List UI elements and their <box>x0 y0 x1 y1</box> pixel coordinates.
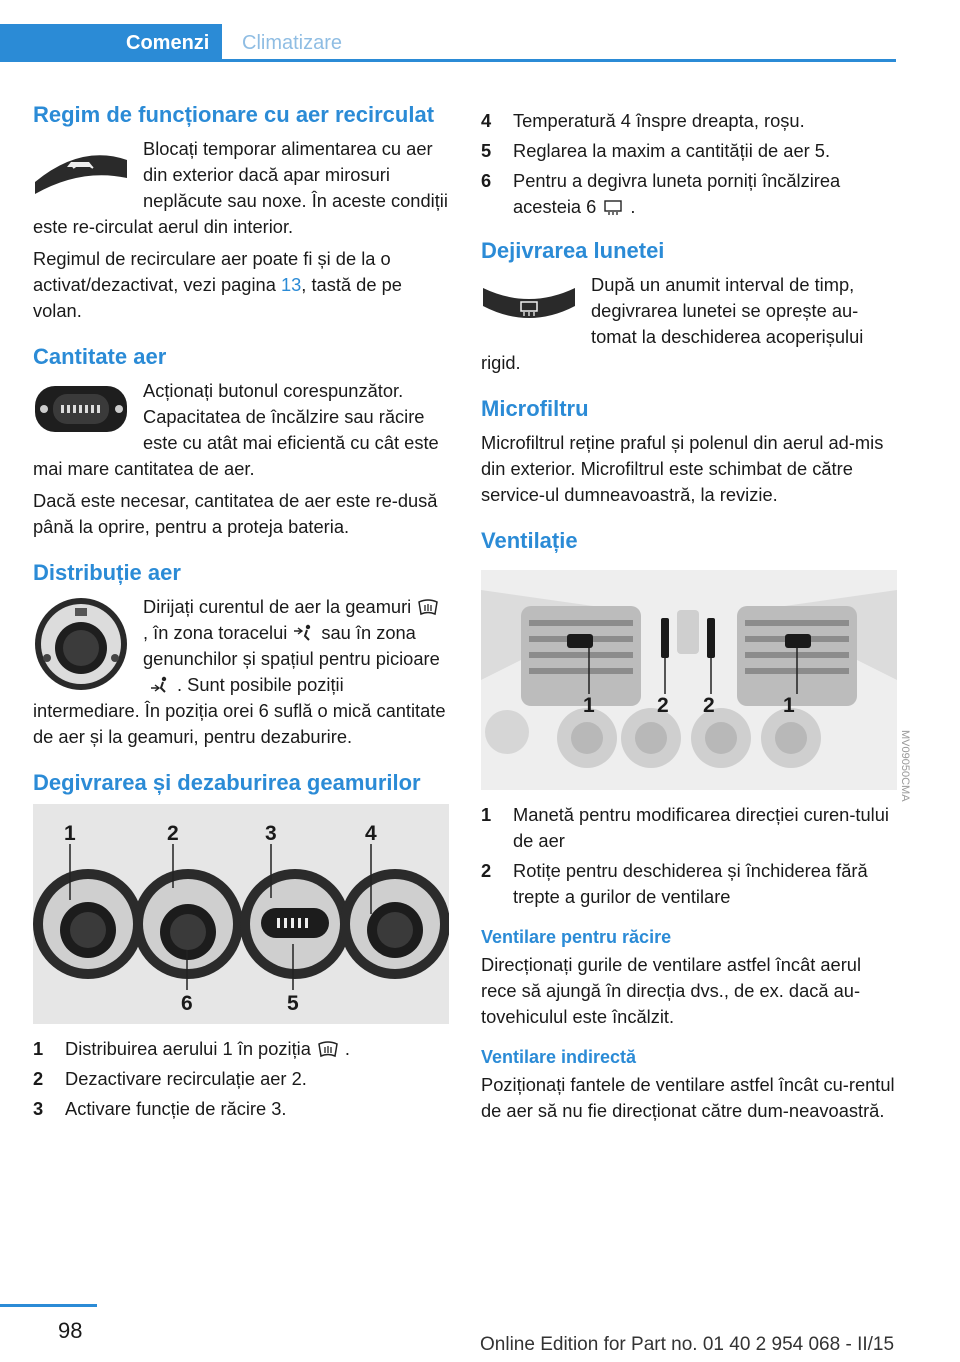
footer-divider <box>0 1304 97 1307</box>
air-quantity-title: Cantitate aer <box>33 344 167 369</box>
air-quantity-knob-icon <box>33 380 129 438</box>
section-ventilation <box>481 526 897 1124</box>
indirect-ventilation-title: Ventilare indirectă <box>481 1047 637 1067</box>
list-item: 1 Manetă pentru modificarea direcției curen-tului de aer <box>481 804 889 851</box>
callout-6: 6 <box>181 992 193 1015</box>
list-item: 2 Rotițe pentru deschiderea și închiderea fără trepte a gurilor de ventilare <box>481 860 868 907</box>
vent-figure <box>481 570 897 790</box>
callout-2: 2 <box>703 694 715 717</box>
recirculation-text-1: Blocați temporar alimentarea cu aer din exterior dacă apar mirosuri neplăcute sau noxe. În aceste condiții este re-circulat aerul din interior. <box>33 138 448 237</box>
section-defrost <box>33 768 449 1122</box>
microfilter-title: Microfiltru <box>481 396 589 421</box>
list-item: 1 Distribuirea aerului 1 în poziția . <box>33 1038 350 1059</box>
page-number: 98 <box>58 1318 83 1343</box>
microfilter-text: Microfiltrul reține praful și polenul din aerul ad-mis din exterior. Microfiltrul este schimbat de către service-ul dumneavoastră, la revizie. <box>481 432 884 505</box>
rear-defrost-title: Dejivrarea lunetei <box>481 238 665 263</box>
rear-window-heating-icon <box>602 198 624 216</box>
figure-callouts <box>33 804 449 1024</box>
callout-1: 1 <box>64 822 76 845</box>
section-recirculation <box>33 100 449 324</box>
vent-list <box>481 802 897 910</box>
rear-defrost-text: După un anumit interval de timp, degivrarea lunetei se oprește au-tomat la deschiderea acoperișului rigid. <box>481 274 864 373</box>
windscreen-defrost-icon <box>317 1040 339 1058</box>
footer-edition: Online Edition for Part no. 01 40 2 954 068 - II/15 <box>480 1334 895 1355</box>
recirculation-title: Regim de funcționare cu aer recirculat <box>33 102 435 127</box>
callout-1: 1 <box>583 694 595 717</box>
recirculation-button-icon <box>33 138 129 196</box>
chest-airflow-icon <box>293 624 315 642</box>
air-distribution-knob-icon <box>33 596 129 692</box>
callout-1: 1 <box>783 694 795 717</box>
section-microfilter <box>481 394 897 508</box>
cooling-ventilation-title: Ventilare pentru răcire <box>481 927 672 947</box>
vent-callouts <box>481 570 897 790</box>
air-quantity-text-1: Acționați butonul corespunzător. Capacitatea de încălzire sau răcire este cu atât mai eficientă cu cât este mai mare cantitatea de aer. <box>33 380 439 479</box>
page-link-13[interactable]: 13 <box>280 274 302 295</box>
callout-3: 3 <box>265 822 277 845</box>
air-distribution-text: Dirijați curentul de aer la geamuri, în zona toracelui sau în zona genunchilor și spațiul pentru picioare. Sunt posibile poziții intermediare. În poziția orei 6 suflă o mică cantitate de aer și la geamuri, pentru dezaburire. <box>33 596 446 747</box>
air-distribution-title: Distribuție aer <box>33 560 181 585</box>
list-item: 4 Temperatură 4 înspre dreapta, roșu. <box>481 110 805 131</box>
list-item: 2 Dezactivare recirculație aer 2. <box>33 1068 307 1089</box>
air-quantity-text-2: Dacă este necesar, cantitatea de aer este re-dusă până la oprire, pentru a proteja bateria. <box>33 490 438 537</box>
section-rear-defrost <box>481 236 897 376</box>
tab-comenzi[interactable]: Comenzi <box>0 24 222 62</box>
recirculation-text-2: Regimul de recirculare aer poate fi și de la o activat/dezactivat, vezi pagina 13, tastă de pe volan. <box>33 248 402 321</box>
indirect-ventilation-text: Poziționați fantele de ventilare astfel încât cu-rentul de aer să nu fie direcționat către dum-neavoastră. <box>481 1074 895 1121</box>
header-tabs <box>0 24 960 62</box>
windscreen-defrost-icon <box>417 598 439 616</box>
section-air-quantity <box>33 342 449 540</box>
left-column <box>33 100 449 1140</box>
footwell-airflow-icon <box>149 676 171 694</box>
list-item: 5 Reglarea la maxim a cantității de aer 5. <box>481 140 831 161</box>
figure-code: MV09050CMA <box>899 730 911 802</box>
cooling-ventilation-text: Direcționați gurile de ventilare astfel încât aerul rece să ajungă în direcția dvs., de ex. dacă au-tovehiculul este încălzit. <box>481 954 862 1027</box>
climate-panel-figure <box>33 804 449 1024</box>
section-air-distribution <box>33 558 449 750</box>
header-divider <box>222 59 896 62</box>
callout-5: 5 <box>287 992 299 1015</box>
continued-list <box>481 108 897 220</box>
defrost-list <box>33 1036 449 1122</box>
list-item: 3 Activare funcție de răcire 3. <box>33 1098 287 1119</box>
list-item: 6 Pentru a degivra luneta porniți încălzirea acesteia 6 . <box>481 170 841 217</box>
callout-4: 4 <box>365 822 377 845</box>
tab-climatizare[interactable]: Climatizare <box>242 32 343 54</box>
callout-2: 2 <box>167 822 179 845</box>
defrost-title: Degivrarea și dezaburirea geamurilor <box>33 770 421 795</box>
rear-defrost-button-icon <box>481 274 577 332</box>
callout-2: 2 <box>657 694 669 717</box>
right-column <box>481 100 897 1142</box>
ventilation-title: Ventilație <box>481 528 578 553</box>
